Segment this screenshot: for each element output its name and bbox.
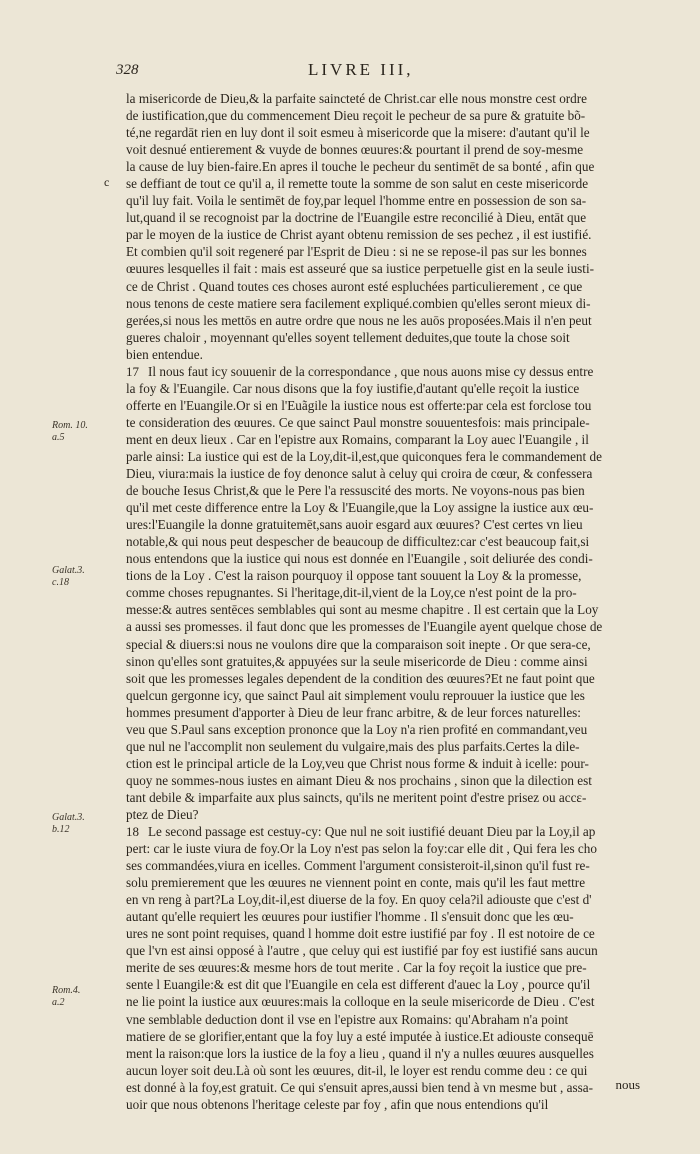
text-line: sinon qu'elles sont gratuites,& appuyées sur la seule misericorde de Dieu : comme ainsi — [126, 653, 588, 669]
text-line: ses commandées,viura en icelles. Comment l'argument consisteroit-il,sinon qu'il fust re- — [126, 858, 590, 874]
text-line: aucun loyer soit deu.Là où sont les œuures, dit-il, le loyer est rendu comme deu : ce qui — [126, 1062, 588, 1078]
text-line: sente l Euangile:& est dit que l'Euangile en cela est different d'auec la Loy , pource qu'il — [126, 977, 591, 993]
text-line: offerte en l'Euangile.Or si en l'Euãgile la iustice nous est offerte:par cela est forclose tou — [126, 397, 592, 413]
text-line: quoy ne sommes-nous iustes en aimant Dieu & nos prochains , sinon que la dilection est — [126, 772, 592, 788]
text-line: lut,quand il se recognoist par la doctrine de l'Euangile estre reconcilié à Dieu, entāt que — [126, 210, 587, 226]
text-line: ce de Christ . Quand toutes ces choses auront esté espluchées particulierement , ce que — [126, 278, 583, 294]
page-number: 328 — [116, 62, 139, 78]
text-line-content: Le second passage est cestuy-cy: Que nul ne soit iustifié deuant Dieu par la Loy,il ap — [148, 824, 596, 840]
text-line: veu que S.Paul sans exception prononce que la Loy n'a rien profité en commandant,veu — [126, 721, 588, 737]
text-line: ment en deux lieux . Car en l'epistre aux Romains, comparant la Loy auec l'Euangile , il — [126, 431, 589, 447]
margin-note-rom10: Rom. 10. a.5 — [52, 420, 88, 443]
text-line: voit desnué entierement & vuyde de bonnes œuures:& pourtant il prend de soy-mesme — [126, 142, 584, 158]
text-line: té,ne regardāt rien en luy dont il soit esmeu à misericorde que la misere: d'autant qu'il le — [126, 125, 590, 141]
text-line: te consideration des œuures. Ce que sainct Paul monstre souuentesfois: mais principale- — [126, 414, 590, 430]
catchword: nous — [615, 1077, 640, 1092]
text-line: nous entendons que la iustice qui nous est donnée en l'Euangile , soit deliurée des condi- — [126, 551, 593, 567]
text-line: qu'il luy fait. Voila le sentimēt de foy,par lequel l'homme entre en possession de son sa- — [126, 193, 587, 209]
text-line: de bouche Iesus Christ,& que le Pere l'a ressuscité des morts. Ne voyons-nous pas bien — [126, 483, 585, 499]
text-line: autant qu'elle requiert les œuures pour iustifier l'homme . Il s'ensuit donc que les œu- — [126, 909, 574, 925]
text-line: ne lie point la iustice aux œuures:mais la colloque en la seule misericorde de Dieu . C'est — [126, 994, 595, 1010]
text-line: parle ainsi: La iustice qui est de la Loy,dit-il,est,que quiconques fera le commandement de — [126, 448, 602, 464]
text-line: ction est le principal article de la Loy,veu que Christ nous forme & induit à icelle: pour- — [126, 755, 589, 771]
margin-mark: c — [104, 175, 110, 189]
text-line: comme choses repugnantes. Si l'heritage,dit-il,vient de la Loy,ce n'est point de la pro- — [126, 585, 577, 601]
text-line — [126, 363, 638, 380]
text-line: solu premierement que les œuures ne viennent point en conte, mais qu'il les faut mettre — [126, 875, 586, 891]
text-line: ures:l'Euangile la donne gratuitemēt,sans auoir esgard aux œuures? C'est certes vn lieu — [126, 517, 583, 533]
text-line: que nul ne l'accomplit non seulement du vulgaire,mais des plus parfaits.Certes la dile- — [126, 738, 580, 754]
page-header — [108, 60, 648, 86]
margin-note-rom4: Rom.4. a.2 — [52, 985, 81, 1008]
text-line: ures ne sont point requises, quand l homme doit estre iustifié par foy . Il est notoire de ce — [126, 926, 595, 942]
text-line: uoir que nous obtenons l'heritage celeste par foy , afin que nous entendions qu'il — [126, 1096, 549, 1112]
text-line: tant debile & imparfaite aux plus saincts, qu'ils ne meritent point d'estre prisez ou accε- — [126, 789, 587, 805]
text-line: messe:& autres sentēces semblables qui sont au mesme chapitre . Il est certain que la Loy — [126, 602, 599, 618]
text-line: nous tenons de ceste matiere sera facilement expliqué.combien qu'elles seront mieux di- — [126, 295, 591, 311]
text-line: qu'il met ceste difference entre la Loy & l'Euangile,que la Loy assigne la iustice aux œu- — [126, 500, 594, 516]
paragraph-number: 18 — [126, 824, 139, 840]
margin-note-galat3-b12: Galat.3. b.12 — [52, 812, 85, 835]
text-line: a aussi ses promesses. il faut donc que les promesses de l'Euangile ayent quelque chose de — [126, 619, 603, 635]
text-line-content: Il nous faut icy souuenir de la correspondance , que nous auons mise cy dessus entre — [148, 363, 594, 379]
text-line: Dieu, viura:mais la iustice de foy denonce salut à celuy qui croira de cœur, & confessera — [126, 466, 593, 482]
text-line: hommes presument d'apporter à Dieu de leur franc arbitre, & de leur forces naturelles: — [126, 704, 581, 720]
running-title: LIVRE III, — [308, 60, 414, 79]
text-line: la misericorde de Dieu,& la parfaite saincteté de Christ.car elle nous monstre cest ordre — [126, 91, 588, 106]
text-line: soit que les promesses legales dependent de la condition des œuures?Et ne faut point que — [126, 670, 595, 686]
text-line: en vn reng à part?La Loy,dit-il,est diuerse de la foy. En quoy cela?il adiouste que c'est d' — [126, 892, 592, 908]
text-line: vne semblable deduction dont il vse en l'epistre aux Romains: qu'Abraham n'a point — [126, 1011, 569, 1027]
text-line: tions de la Loy . C'est la raison pourquoy il oppose tant souuent la Loy & la promesse, — [126, 568, 582, 584]
margin-note-galat3-c18: Galat.3. c.18 — [52, 565, 85, 588]
text-line: se deffiant de tout ce qu'il a, il remette toute la somme de son salut en ceste misericorde — [126, 176, 589, 192]
text-line: Et combien qu'il soit regeneré par l'Esprit de Dieu : si ne se repose-il pas sur les bonnes — [126, 244, 587, 260]
text-line: ment la raison:que lors la iustice de la foy a lieu , quand il n'y a nulles œuures ausquelles — [126, 1045, 594, 1061]
text-line: pert: car le iuste viura de foy.Or la Loy n'est pas selon la foy:car elle dit , Qui fera les cho — [126, 841, 597, 857]
text-line: matiere de se glorifier,entant que la foy luy a esté imputée à iustice.Et adiouste consequē — [126, 1028, 594, 1044]
body-text — [126, 90, 638, 1113]
text-line — [126, 823, 638, 840]
text-line: gueres chaloir , moyennant qu'elles soyent tellement deduites,que toute la chose soit — [126, 329, 570, 345]
text-line: gerées,si nous les mettōs en autre ordre que nous ne les auōs proposées.Mais il n'en peut — [126, 312, 592, 328]
text-line: notable,& qui nous peut despescher de beaucoup de difficultez:car c'est beaucoup fait,si — [126, 534, 590, 550]
text-line: œuures lesquelles il fait : mais est asseuré que sa iustice perpetuelle gist en la seule iusti- — [126, 261, 595, 277]
text-line: par le moyen de la iustice de Christ ayant obtenu remission de ses pechez , il est iustifié. — [126, 227, 592, 243]
text-line: merite de ses œuures:& mesme hors de tout merite . Car la foy reçoit la iustice que pre- — [126, 960, 587, 976]
text-line: bien entendue. — [126, 346, 203, 362]
text-line: special & diuers:si nous ne voulons dire que la comparaison soit inepte . Or que sera-ce, — [126, 636, 591, 652]
text-line: la foy & l'Euangile. Car nous disons que la foy iustifie,d'autant qu'elle reçoit la iustice — [126, 380, 580, 396]
text-line: que l'vn est ainsi opposé à l'autre , que celuy qui est iustifié par foy est iustifié sans aucun — [126, 943, 598, 959]
text-line: quelcun gergonne icy, que sainct Paul ait simplement voulu reprouuer la iustice que les — [126, 687, 585, 703]
text-line: de iustification,que du commencement Dieu reçoit le pecheur de sa pure & gratuite bõ- — [126, 108, 586, 124]
paragraph-number: 17 — [126, 363, 139, 379]
text-line: la cause de luy bien-faire.En apres il touche le pecheur du sentimēt de sa bonté , afin que — [126, 159, 595, 175]
text-line: ptez de Dieu? — [126, 806, 199, 822]
text-line: est donné à la foy,est gratuit. Ce qui s'ensuit apres,aussi bien tend à vn mesme but , assa- — [126, 1079, 594, 1095]
